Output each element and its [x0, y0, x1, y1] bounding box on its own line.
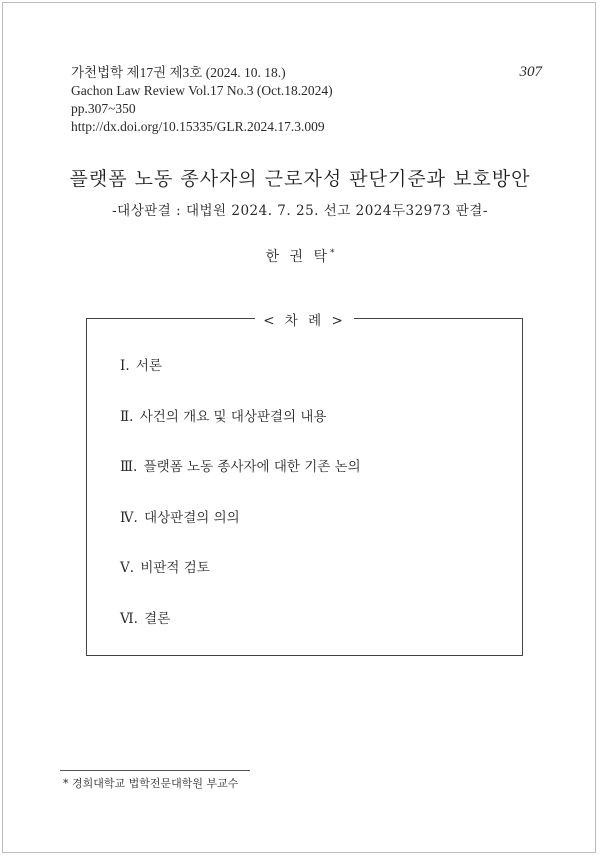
author-footnote-mark[interactable]: * [329, 248, 335, 259]
toc-heading-label: < 차 례 > [255, 313, 354, 329]
author-name: 한 권 탁 [265, 249, 330, 265]
doi-link[interactable]: http://dx.doi.org/10.15335/GLR.2024.17.3.009 [71, 119, 325, 134]
toc-heading [87, 309, 522, 329]
toc-item-label: 비판적 검토 [140, 560, 210, 576]
page-range: pp.307~350 [71, 101, 136, 116]
toc-item[interactable] [120, 407, 361, 458]
article-subtitle: -대상판결 : 대법원 2024. 7. 25. 선고 2024두32973 판결- [112, 203, 488, 219]
toc-item-label: 대상판결의 의의 [144, 509, 240, 526]
journal-header [71, 64, 333, 136]
toc-list [120, 356, 361, 659]
toc-item[interactable] [120, 558, 361, 609]
toc-item[interactable] [120, 508, 361, 559]
table-of-contents [86, 313, 523, 656]
page-number: 307 [519, 64, 542, 80]
toc-item[interactable] [120, 609, 361, 660]
journal-korean-citation: 가천법학 제17권 제3호 (2024. 10. 18.) [71, 65, 286, 80]
journal-english-citation: Gachon Law Review Vol.17 No.3 (Oct.18.2024) [71, 83, 333, 98]
toc-item-number: Ⅵ. [120, 610, 138, 627]
toc-item[interactable] [120, 457, 361, 508]
article-title: 플랫폼 노동 종사자의 근로자성 판단기준과 보호방안 [69, 168, 531, 190]
author-line [0, 246, 600, 266]
footnote-divider [60, 770, 250, 771]
toc-item[interactable] [120, 356, 361, 407]
toc-item-number: Ⅰ. [120, 358, 130, 374]
toc-item-label: 서론 [135, 358, 163, 374]
toc-item-number: Ⅴ. [120, 560, 135, 576]
author-footnote: * 경희대학교 법학전문대학원 부교수 [63, 777, 239, 790]
toc-item-label: 플랫폼 노동 종사자에 대한 기존 논의 [143, 459, 361, 475]
toc-item-label: 사건의 개요 및 대상판결의 내용 [139, 408, 327, 425]
toc-item-number: Ⅳ. [120, 509, 138, 526]
toc-item-label: 결론 [144, 610, 171, 627]
toc-item-number: Ⅱ. [120, 408, 134, 425]
toc-item-number: Ⅲ. [120, 459, 138, 475]
